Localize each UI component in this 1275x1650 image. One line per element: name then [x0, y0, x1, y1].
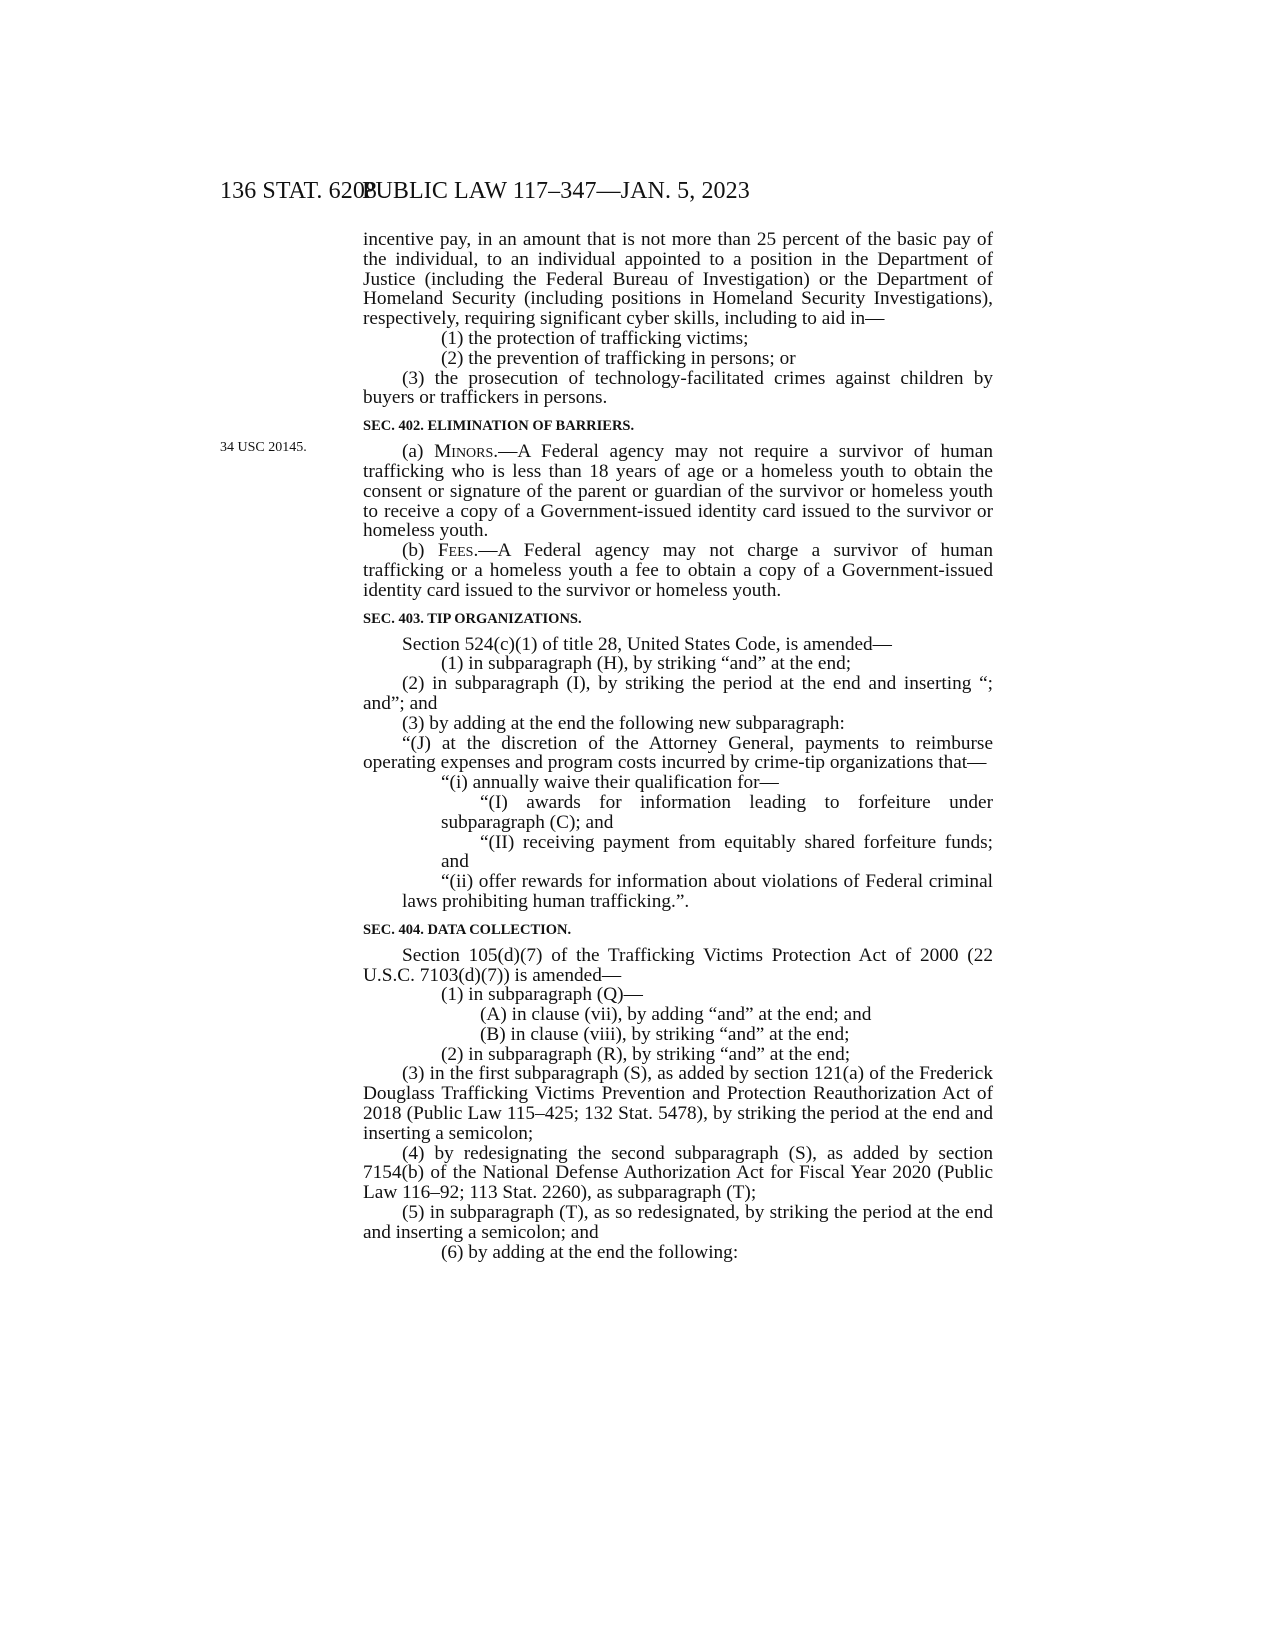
- list-item: (6) by adding at the end the following:: [441, 1241, 739, 1263]
- list-item: (3) in the first subparagraph (S), as added by section 121(a) of the Frederick Douglass Trafficking Victims Prevention and Protection Reauthorization Act of 2018 (Public Law 115–425; 132 Stat. 5478), by striking the period at the end and inserting a semicolon;: [363, 1063, 993, 1144]
- subsection-label: (b): [402, 540, 438, 562]
- list-item: (1) in subparagraph (H), by striking “and” at the end;: [441, 653, 852, 675]
- quoted-clause: “(i) annually waive their qualification for—: [441, 772, 779, 794]
- list-item: (A) in clause (vii), by adding “and” at the end; and: [480, 1004, 872, 1026]
- page-header: [220, 178, 750, 205]
- subsection-heading: Fees: [437, 540, 474, 562]
- paragraph-incentive-pay: incentive pay, in an amount that is not more than 25 percent of the basic pay of the individual, to an individual appointed to a position in the Department of Justice (including the Federal Bureau of Investigation) or the Department of Homeland Security (including positions in Homeland Security Investigations), respectively, requiring significant cyber skills, including to aid in—: [363, 229, 993, 330]
- stat-page-number: 136 STAT. 6208: [220, 178, 378, 204]
- paragraph: Section 105(d)(7) of the Trafficking Victims Protection Act of 2000 (22 U.S.C. 7103(d)(7)) is amended—: [363, 944, 993, 986]
- section-heading-403: SEC. 403. TIP ORGANIZATIONS.: [363, 610, 582, 627]
- list-item: (2) in subparagraph (R), by striking “and” at the end;: [441, 1043, 851, 1065]
- quoted-subparagraph: “(J) at the discretion of the Attorney General, payments to reimburse operating expenses and program costs incurred by crime-tip organizations that—: [363, 732, 993, 774]
- subsection-a: [363, 442, 993, 541]
- list-item: (1) in subparagraph (Q)—: [441, 984, 643, 1006]
- quoted-clause: “(ii) offer rewards for information about violations of Federal criminal laws prohibiting human trafficking.”.: [402, 871, 993, 912]
- list-item: (5) in subparagraph (T), as so redesignated, by striking the period at the end and inserting a semicolon; and: [363, 1202, 993, 1243]
- document-body: [363, 230, 993, 1262]
- subsection-label: (a): [402, 441, 435, 463]
- quoted-subclause: “(II) receiving payment from equitably shared forfeiture funds; and: [441, 831, 993, 873]
- list-item: (3) by adding at the end the following new subparagraph:: [402, 712, 845, 734]
- section-heading-402: SEC. 402. ELIMINATION OF BARRIERS.: [363, 418, 635, 435]
- subsection-text: .—A Federal agency may not require a survivor of human trafficking who is less than 18 years of age or a homeless youth to obtain the consent or signature of the parent or guardian of the survivor or homeless youth to receive a copy of a Government-issued identity card issued to the survivor or homeless youth.: [363, 441, 993, 542]
- subsection-text: .—A Federal agency may not charge a survivor of human trafficking or a homeless youth a fee to obtain a copy of a Government-issued identity card issued to the survivor or homeless youth.: [363, 540, 993, 601]
- quoted-subclause: “(I) awards for information leading to forfeiture under subparagraph (C); and: [441, 791, 993, 833]
- list-item: (1) the protection of trafficking victims;: [441, 327, 749, 349]
- paragraph: Section 524(c)(1) of title 28, United States Code, is amended—: [402, 633, 892, 655]
- margin-citation: 34 USC 20145.: [220, 440, 307, 455]
- list-item: (4) by redesignating the second subparagraph (S), as added by section 7154(b) of the National Defense Authorization Act for Fiscal Year 2020 (Public Law 116–92; 113 Stat. 2260), as subparagraph (T);: [363, 1142, 993, 1204]
- public-law-citation: PUBLIC LAW 117–347—JAN. 5, 2023: [362, 178, 750, 204]
- list-item: (2) the prevention of trafficking in persons; or: [441, 347, 796, 369]
- list-item: (2) in subparagraph (I), by striking the period at the end and inserting “; and”; and: [363, 673, 993, 714]
- subsection-b: [363, 541, 993, 600]
- list-item: (3) the prosecution of technology-facilitated crimes against children by buyers or traffickers in persons.: [363, 367, 993, 409]
- section-heading-404: SEC. 404. DATA COLLECTION.: [363, 921, 572, 938]
- subsection-heading: Minors: [434, 441, 494, 463]
- list-item: (B) in clause (viii), by striking “and” at the end;: [480, 1023, 850, 1045]
